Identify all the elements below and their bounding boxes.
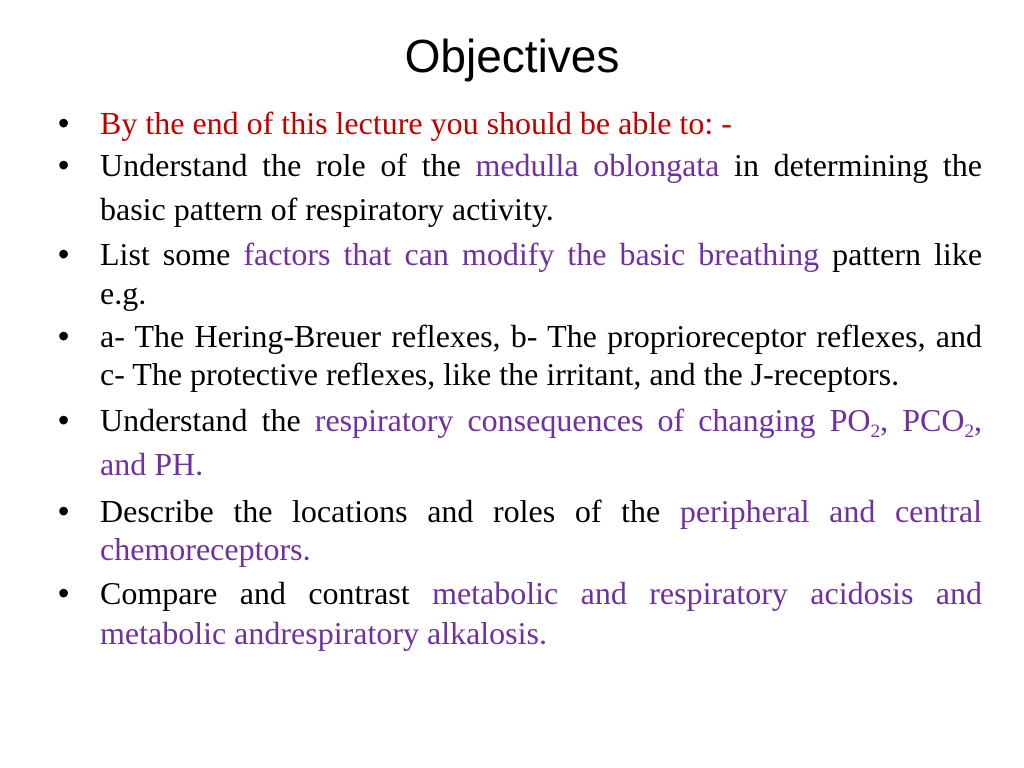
bullet-text: in determining the basic pattern of respiratory activity. (100, 147, 983, 228)
bullet-text: Describe the locations and roles of the (100, 492, 680, 529)
list-item (56, 573, 982, 653)
highlight-text: metabolic and respiratory acidosis and metabolic andrespiratory alkalosis. (100, 574, 983, 651)
bullet-text: List some (100, 236, 244, 273)
highlight-text: peripheral and central chemoreceptors. (100, 492, 983, 568)
list-item (56, 318, 982, 394)
highlight-text: respiratory consequences of changing (314, 401, 816, 438)
bullet-text: a- The Hering-Breuer reflexes, b- The proprioreceptor reflexes, and c- The protective reflexes, like the irritant, and the J-receptors. (100, 318, 982, 392)
highlight-text: factors that can modify the basic breathing (243, 236, 820, 273)
list-item (56, 104, 982, 143)
highlight-text: medulla oblongata (475, 147, 720, 184)
bullet-text: Understand the (100, 401, 315, 438)
list-item (56, 398, 982, 486)
po2-text: $PO_2$, $PCO_2$, and PH. (100, 401, 983, 482)
intro-text: By the end of this lecture you should be able to: - (100, 105, 732, 141)
list-item (56, 235, 982, 312)
bullet-text: pattern like e.g. (100, 236, 983, 311)
list-item (56, 492, 982, 569)
slide-title: Objectives (404, 30, 620, 82)
list-item (56, 143, 982, 231)
bullet-text: Compare and contrast (100, 574, 433, 611)
objectives-list (56, 104, 982, 653)
bullet-text: Understand the role of the (100, 147, 476, 184)
